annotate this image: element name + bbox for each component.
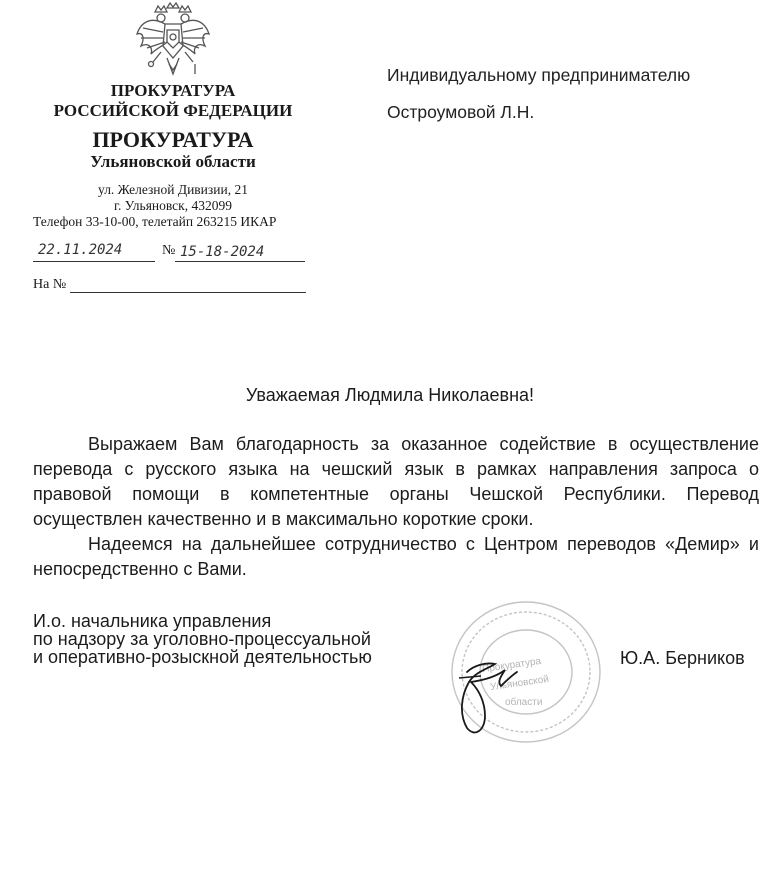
reference-date: 22.11.2024 [38, 242, 123, 258]
stamp-text-1: Прокуратура [481, 655, 542, 676]
signer-position-line2: по надзору за уголовно-процессуальной [33, 629, 371, 649]
signer-name: Ю.А. Берников [620, 648, 745, 668]
body-paragraph-1: Выражаем Вам благодарность за оказанное содействие в осуществление перевода с русского языка на чешский язык в рамках направления запроса о правовой помощи в компетентные органы Чешской Республики. Перевод осуществлен качественно и в максимально короткие сроки. [33, 434, 759, 529]
recipient-line2: Остроумовой Л.Н. [387, 102, 535, 122]
date-underline [33, 261, 155, 262]
reply-underline [70, 292, 306, 293]
org-name-line3: ПРОКУРАТУРА [92, 127, 254, 152]
greeting: Уважаемая Людмила Николаевна! [245, 385, 535, 405]
org-name-line4: Ульяновской области [90, 152, 256, 171]
signer-position-line3: и оперативно-розыскной деятельностью [33, 647, 372, 667]
reference-number-label: № [162, 243, 176, 258]
address-city: г. Ульяновск, 432099 [114, 198, 232, 213]
handwritten-signature-icon [445, 642, 545, 740]
address-phone: Телефон 33-10-00, телетайп 263215 ИКАР [33, 214, 277, 229]
signer-position-line1: И.о. начальника управления [33, 611, 272, 631]
address-street: ул. Железной Дивизии, 21 [98, 182, 248, 197]
body-paragraph-2: Надеемся на дальнейшее сотрудничество с Центром переводов «Демир» и непосредственно с Вами. [33, 534, 759, 579]
org-name-line1: ПРОКУРАТУРА [110, 81, 236, 100]
number-underline [175, 261, 305, 262]
org-name-line2: РОССИЙСКОЙ ФЕДЕРАЦИИ [53, 101, 293, 120]
reference-number: 15-18-2024 [180, 244, 265, 260]
stamp-text-3: области [505, 697, 543, 708]
double-headed-eagle-emblem-icon [133, 2, 213, 80]
reply-to-label: На № [33, 277, 67, 292]
stamp-text-2: Ульяновской [489, 673, 550, 694]
recipient-line1: Индивидуальному предпринимателю [387, 65, 691, 85]
